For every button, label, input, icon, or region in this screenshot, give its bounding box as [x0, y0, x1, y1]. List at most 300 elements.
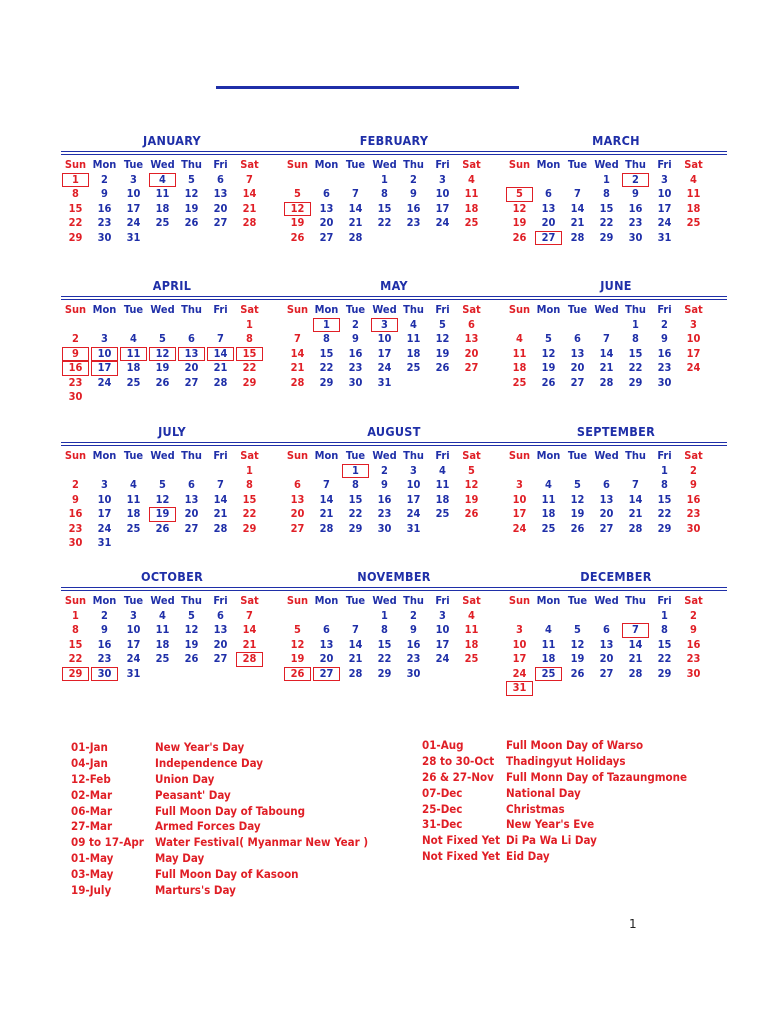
calendar-date: 5: [188, 172, 195, 186]
calendar-date: 30: [406, 666, 421, 680]
holiday-date: 16: [61, 361, 90, 376]
weekday-header: Wed: [150, 594, 175, 607]
weekday-header: Sun: [508, 158, 531, 171]
month-title: JUNE: [600, 278, 632, 293]
calendar-date: 19: [464, 492, 479, 506]
weekday-header: Thu: [181, 594, 202, 607]
calendar-date: 2: [410, 608, 417, 622]
calendar-date: 30: [68, 536, 83, 550]
calendar-date: 24: [512, 521, 527, 535]
calendar-date: 20: [213, 637, 228, 651]
calendar-date: 21: [599, 361, 614, 375]
calendar-date: 24: [657, 216, 672, 230]
empty-cell: [563, 464, 592, 479]
month-title: FEBRUARY: [359, 133, 429, 148]
calendar-date: 28: [599, 375, 614, 389]
empty-cell: [148, 464, 177, 479]
calendar-date: 19: [435, 346, 450, 360]
holiday-name: Eid Day: [506, 849, 550, 864]
calendar-date: 3: [439, 608, 446, 622]
empty-cell: [119, 318, 148, 333]
calendar-date: 23: [657, 361, 672, 375]
calendar-date: 8: [72, 623, 79, 637]
calendar-date: 3: [130, 172, 137, 186]
calendar-date: 9: [410, 623, 417, 637]
month-divider: [61, 151, 283, 155]
weekday-header: Tue: [345, 158, 366, 171]
holiday-name: Thadingyut Holidays: [506, 753, 626, 768]
calendar-date: 24: [126, 216, 141, 230]
empty-cell: [505, 609, 534, 624]
calendar-date: 10: [686, 332, 701, 346]
calendar-date: 28: [213, 521, 228, 535]
calendar-date: 13: [290, 492, 305, 506]
calendar-date: 23: [68, 521, 83, 535]
calendar-date: 6: [323, 187, 330, 201]
calendar-date: 14: [628, 492, 643, 506]
calendar-date: 17: [126, 201, 141, 215]
calendar-date: 24: [126, 652, 141, 666]
empty-cell: [90, 464, 119, 479]
month-divider: [283, 151, 505, 155]
calendar-date: 6: [217, 608, 224, 622]
calendar-date: 15: [657, 637, 672, 651]
calendar-date: 6: [603, 623, 610, 637]
calendar-date: 27: [213, 652, 228, 666]
weekday-header: Sat: [684, 158, 703, 171]
weekday-header: Mon: [92, 594, 117, 607]
calendar-date: 26: [570, 521, 585, 535]
weekday-header: Wed: [150, 303, 175, 316]
calendar-date: 1: [661, 608, 668, 622]
calendar-date: 20: [319, 652, 334, 666]
calendar-date: 1: [72, 608, 79, 622]
weekday-header: Sun: [508, 594, 531, 607]
calendar-date: 22: [657, 507, 672, 521]
calendar-date: 17: [406, 492, 421, 506]
calendar-date: 24: [435, 216, 450, 230]
calendar-date: 21: [348, 652, 363, 666]
calendar-date: 16: [406, 201, 421, 215]
weekday-header: Sat: [240, 303, 259, 316]
calendar-date: 6: [323, 623, 330, 637]
calendar-date: 11: [541, 637, 556, 651]
calendar-date: 6: [468, 317, 475, 331]
empty-cell: [312, 464, 341, 479]
calendar-date: 27: [213, 216, 228, 230]
empty-cell: [283, 173, 312, 188]
weekday-header: Sun: [64, 594, 87, 607]
holiday-name: New Year's Eve: [506, 817, 595, 832]
calendar-date: 1: [381, 172, 388, 186]
holiday-item: [422, 770, 687, 786]
month-grid: [61, 594, 264, 681]
holiday-date-text: 27-Mar: [71, 819, 113, 834]
holiday-item: [71, 788, 368, 804]
calendar-date: 15: [319, 346, 334, 360]
month-divider: [61, 442, 283, 446]
calendar-date: 16: [406, 637, 421, 651]
calendar-date: 25: [464, 652, 479, 666]
weekday-header: Wed: [372, 158, 397, 171]
calendar-date: 15: [377, 201, 392, 215]
calendar-date: 28: [628, 521, 643, 535]
calendar-date: 9: [661, 332, 668, 346]
calendar-date: 8: [246, 478, 253, 492]
calendar-date: 7: [632, 478, 639, 492]
calendar-date: 25: [512, 375, 527, 389]
calendar-date: 31: [126, 666, 141, 680]
holiday-date: 13: [177, 347, 206, 362]
month-divider: [505, 442, 727, 446]
calendar-date: 23: [406, 216, 421, 230]
calendar-date: 12: [155, 492, 170, 506]
calendar-date: 25: [686, 216, 701, 230]
calendar-date: 17: [435, 637, 450, 651]
calendar-date: 22: [242, 507, 257, 521]
weekday-header: Thu: [625, 158, 646, 171]
empty-cell: [534, 609, 563, 624]
holiday-name: Full Moon Day of Taboung: [155, 803, 306, 818]
month-august: [283, 422, 505, 536]
calendar-date: 15: [348, 492, 363, 506]
calendar-date: 27: [599, 521, 614, 535]
month-title: JULY: [158, 424, 186, 439]
month-grid: [61, 303, 264, 405]
calendar-date: 12: [290, 637, 305, 651]
calendar-date: 30: [348, 375, 363, 389]
calendar-date: 28: [348, 230, 363, 244]
weekday-header: Fri: [657, 158, 672, 171]
calendar-date: 20: [541, 216, 556, 230]
holiday-date: 30: [90, 667, 119, 682]
month-divider: [61, 296, 283, 300]
calendar-date: 7: [246, 172, 253, 186]
calendar-date: 9: [101, 623, 108, 637]
calendar-date: 27: [599, 666, 614, 680]
calendar-date: 24: [512, 666, 527, 680]
calendar-date: 29: [657, 666, 672, 680]
month-divider: [283, 442, 505, 446]
weekday-header: Tue: [567, 158, 588, 171]
holiday-name: Full Moon Day of Warso: [506, 738, 644, 752]
calendar-date: 20: [184, 507, 199, 521]
calendar-date: 10: [97, 492, 112, 506]
calendar-date: 14: [242, 187, 257, 201]
calendar-date: 23: [97, 216, 112, 230]
calendar-date: 15: [68, 201, 83, 215]
calendar-date: 16: [686, 492, 701, 506]
holiday-name: Marturs's Day: [155, 883, 236, 898]
calendar-date: 25: [126, 521, 141, 535]
holiday-date-text: Not Fixed Yet: [422, 833, 501, 848]
calendar-date: 17: [377, 346, 392, 360]
calendar-date: 8: [381, 623, 388, 637]
calendar-date: 18: [464, 201, 479, 215]
calendar-date: 30: [68, 390, 83, 404]
empty-cell: [90, 318, 119, 333]
calendar-date: 7: [217, 332, 224, 346]
calendar-date: 5: [188, 608, 195, 622]
calendar-date: 26: [541, 375, 556, 389]
calendar-date: 29: [348, 521, 363, 535]
calendar-date: 1: [381, 608, 388, 622]
calendar-date: 10: [435, 623, 450, 637]
weekday-header: Tue: [123, 449, 144, 462]
calendar-date: 16: [97, 637, 112, 651]
calendar-date: 16: [68, 507, 83, 521]
calendar-date: 4: [130, 478, 137, 492]
calendar-date: 4: [545, 623, 552, 637]
weekday-header: Sat: [240, 158, 259, 171]
calendar-date: 28: [213, 375, 228, 389]
empty-cell: [621, 609, 650, 624]
calendar-date: 18: [155, 637, 170, 651]
weekday-header: Mon: [92, 449, 117, 462]
calendar-date: 2: [72, 332, 79, 346]
calendar-date: 14: [599, 346, 614, 360]
holiday-date: 1: [312, 318, 341, 333]
calendar-date: 13: [599, 492, 614, 506]
weekday-header: Wed: [594, 594, 619, 607]
calendar-date: 12: [184, 187, 199, 201]
weekday-header: Tue: [123, 158, 144, 171]
calendar-date: 30: [657, 375, 672, 389]
calendar-date: 19: [290, 216, 305, 230]
holiday-name: Union Day: [155, 771, 215, 786]
month-divider: [505, 296, 727, 300]
calendar-date: 6: [294, 478, 301, 492]
weekday-header: Sat: [240, 449, 259, 462]
calendar-date: 24: [686, 361, 701, 375]
calendar-date: 24: [97, 521, 112, 535]
calendar-date: 21: [290, 361, 305, 375]
calendar-date: 25: [126, 375, 141, 389]
empty-cell: [177, 318, 206, 333]
calendar-date: 13: [213, 187, 228, 201]
calendar-date: 10: [406, 478, 421, 492]
calendar-date: 27: [290, 521, 305, 535]
calendar-date: 24: [97, 375, 112, 389]
calendar-date: 26: [570, 666, 585, 680]
calendar-date: 17: [435, 201, 450, 215]
calendar-date: 4: [545, 478, 552, 492]
holiday-name: May Day: [155, 851, 205, 866]
calendar-date: 23: [628, 216, 643, 230]
empty-cell: [621, 464, 650, 479]
calendar-date: 19: [184, 637, 199, 651]
calendar-date: 25: [435, 507, 450, 521]
weekday-header: Mon: [536, 594, 561, 607]
calendar-date: 9: [410, 187, 417, 201]
weekday-header: Sat: [684, 449, 703, 462]
calendar-date: 1: [603, 172, 610, 186]
calendar-date: 7: [603, 332, 610, 346]
calendar-date: 9: [72, 492, 79, 506]
calendar-date: 22: [377, 216, 392, 230]
holiday-name: Armed Forces Day: [155, 819, 261, 834]
holiday-date-text: 04-Jan: [71, 755, 108, 770]
weekday-header: Wed: [594, 449, 619, 462]
calendar-date: 5: [545, 332, 552, 346]
calendar-date: 19: [155, 361, 170, 375]
calendar-date: 9: [101, 187, 108, 201]
holiday-date-text: 12-Feb: [71, 771, 111, 786]
calendar-date: 5: [294, 187, 301, 201]
calendar-date: 29: [657, 521, 672, 535]
calendar-date: 8: [72, 187, 79, 201]
holiday-date-text: 01-Jan: [71, 740, 108, 754]
empty-cell: [592, 318, 621, 333]
calendar-date: 3: [410, 463, 417, 477]
calendar-date: 18: [541, 652, 556, 666]
calendar-date: 11: [512, 346, 527, 360]
calendar-date: 11: [686, 187, 701, 201]
calendar-date: 13: [541, 201, 556, 215]
holiday-item: [422, 802, 687, 818]
calendar-date: 2: [72, 478, 79, 492]
weekday-header: Sun: [286, 594, 309, 607]
holiday-date: 3: [370, 318, 399, 333]
calendar-date: 22: [68, 652, 83, 666]
month-april: [61, 276, 283, 405]
month-june: [505, 276, 727, 390]
calendar-date: 12: [541, 346, 556, 360]
calendar-date: 11: [435, 478, 450, 492]
weekday-header: Fri: [657, 594, 672, 607]
calendar-date: 30: [686, 666, 701, 680]
month-divider: [283, 587, 505, 591]
calendar-date: 18: [155, 201, 170, 215]
calendar-date: 11: [464, 623, 479, 637]
empty-cell: [341, 173, 370, 188]
calendar-date: 5: [159, 332, 166, 346]
weekday-header: Wed: [150, 449, 175, 462]
calendar-date: 19: [290, 652, 305, 666]
calendar-date: 9: [690, 478, 697, 492]
month-may: [283, 276, 505, 390]
holiday-date-text: 01-May: [71, 851, 114, 866]
empty-cell: [119, 464, 148, 479]
month-divider: [505, 151, 727, 155]
holiday-date: 15: [235, 347, 264, 362]
calendar-date: 14: [242, 623, 257, 637]
calendar-date: 10: [512, 637, 527, 651]
holiday-item: [422, 849, 687, 865]
empty-cell: [61, 464, 90, 479]
calendar-date: 5: [294, 623, 301, 637]
holiday-name: National Day: [506, 785, 581, 800]
holiday-date: 19: [148, 507, 177, 522]
calendar-date: 1: [632, 317, 639, 331]
weekday-header: Fri: [435, 594, 450, 607]
calendar-date: 26: [155, 521, 170, 535]
calendar-date: 27: [184, 375, 199, 389]
empty-cell: [312, 609, 341, 624]
calendar-date: 22: [68, 216, 83, 230]
calendar-date: 31: [657, 230, 672, 244]
calendar-date: 13: [213, 623, 228, 637]
calendar-date: 14: [290, 346, 305, 360]
empty-cell: [505, 173, 534, 188]
calendar-date: 26: [290, 230, 305, 244]
calendar-date: 7: [217, 478, 224, 492]
month-title: DECEMBER: [580, 569, 652, 584]
calendar-date: 14: [628, 637, 643, 651]
calendar-date: 3: [130, 608, 137, 622]
holiday-item: [422, 754, 687, 770]
weekday-header: Mon: [536, 449, 561, 462]
weekday-header: Sun: [286, 303, 309, 316]
weekday-header: Fri: [213, 158, 228, 171]
holiday-date-text: 07-Dec: [422, 785, 463, 800]
calendar-date: 3: [516, 478, 523, 492]
calendar-date: 2: [381, 463, 388, 477]
calendar-date: 7: [246, 608, 253, 622]
calendar-date: 25: [464, 216, 479, 230]
calendar-date: 1: [661, 463, 668, 477]
calendar-date: 5: [159, 478, 166, 492]
calendar-date: 19: [184, 201, 199, 215]
holiday-item: [71, 772, 368, 788]
weekday-header: Sat: [684, 303, 703, 316]
calendar-date: 26: [184, 216, 199, 230]
weekday-header: Thu: [403, 303, 424, 316]
calendar-date: 26: [435, 361, 450, 375]
weekday-header: Mon: [536, 303, 561, 316]
calendar-date: 14: [348, 637, 363, 651]
calendar-date: 21: [242, 637, 257, 651]
calendar-date: 20: [570, 361, 585, 375]
holiday-date-text: 28 to 30-Oct: [422, 753, 495, 768]
weekday-header: Tue: [345, 594, 366, 607]
holiday-item: [71, 740, 368, 756]
calendar-date: 23: [377, 507, 392, 521]
holiday-date: 26: [283, 667, 312, 682]
holiday-date-text: 03-May: [71, 867, 114, 882]
weekday-header: Tue: [345, 303, 366, 316]
empty-cell: [505, 464, 534, 479]
calendar-date: 28: [242, 216, 257, 230]
month-december: [505, 567, 727, 696]
month-grid: [61, 158, 264, 245]
calendar-date: 10: [126, 623, 141, 637]
calendar-date: 11: [155, 187, 170, 201]
calendar-date: 31: [377, 375, 392, 389]
calendar-date: 28: [348, 666, 363, 680]
page-number: 1: [629, 917, 637, 931]
calendar-date: 18: [435, 492, 450, 506]
holiday-item: [71, 819, 368, 835]
holiday-name: Full Monn Day of Tazaungmone: [506, 769, 688, 784]
calendar-date: 16: [628, 201, 643, 215]
calendar-date: 31: [406, 521, 421, 535]
weekday-header: Sat: [684, 594, 703, 607]
calendar-date: 11: [155, 623, 170, 637]
calendar-date: 14: [319, 492, 334, 506]
holiday-item: [71, 804, 368, 820]
holiday-item: [71, 756, 368, 772]
calendar-date: 27: [319, 230, 334, 244]
calendar-date: 18: [406, 346, 421, 360]
holiday-date: 5: [505, 187, 534, 202]
holiday-date: 14: [206, 347, 235, 362]
empty-cell: [177, 464, 206, 479]
calendar-date: 16: [348, 346, 363, 360]
weekday-header: Wed: [372, 594, 397, 607]
weekday-header: Mon: [314, 449, 339, 462]
empty-cell: [563, 609, 592, 624]
